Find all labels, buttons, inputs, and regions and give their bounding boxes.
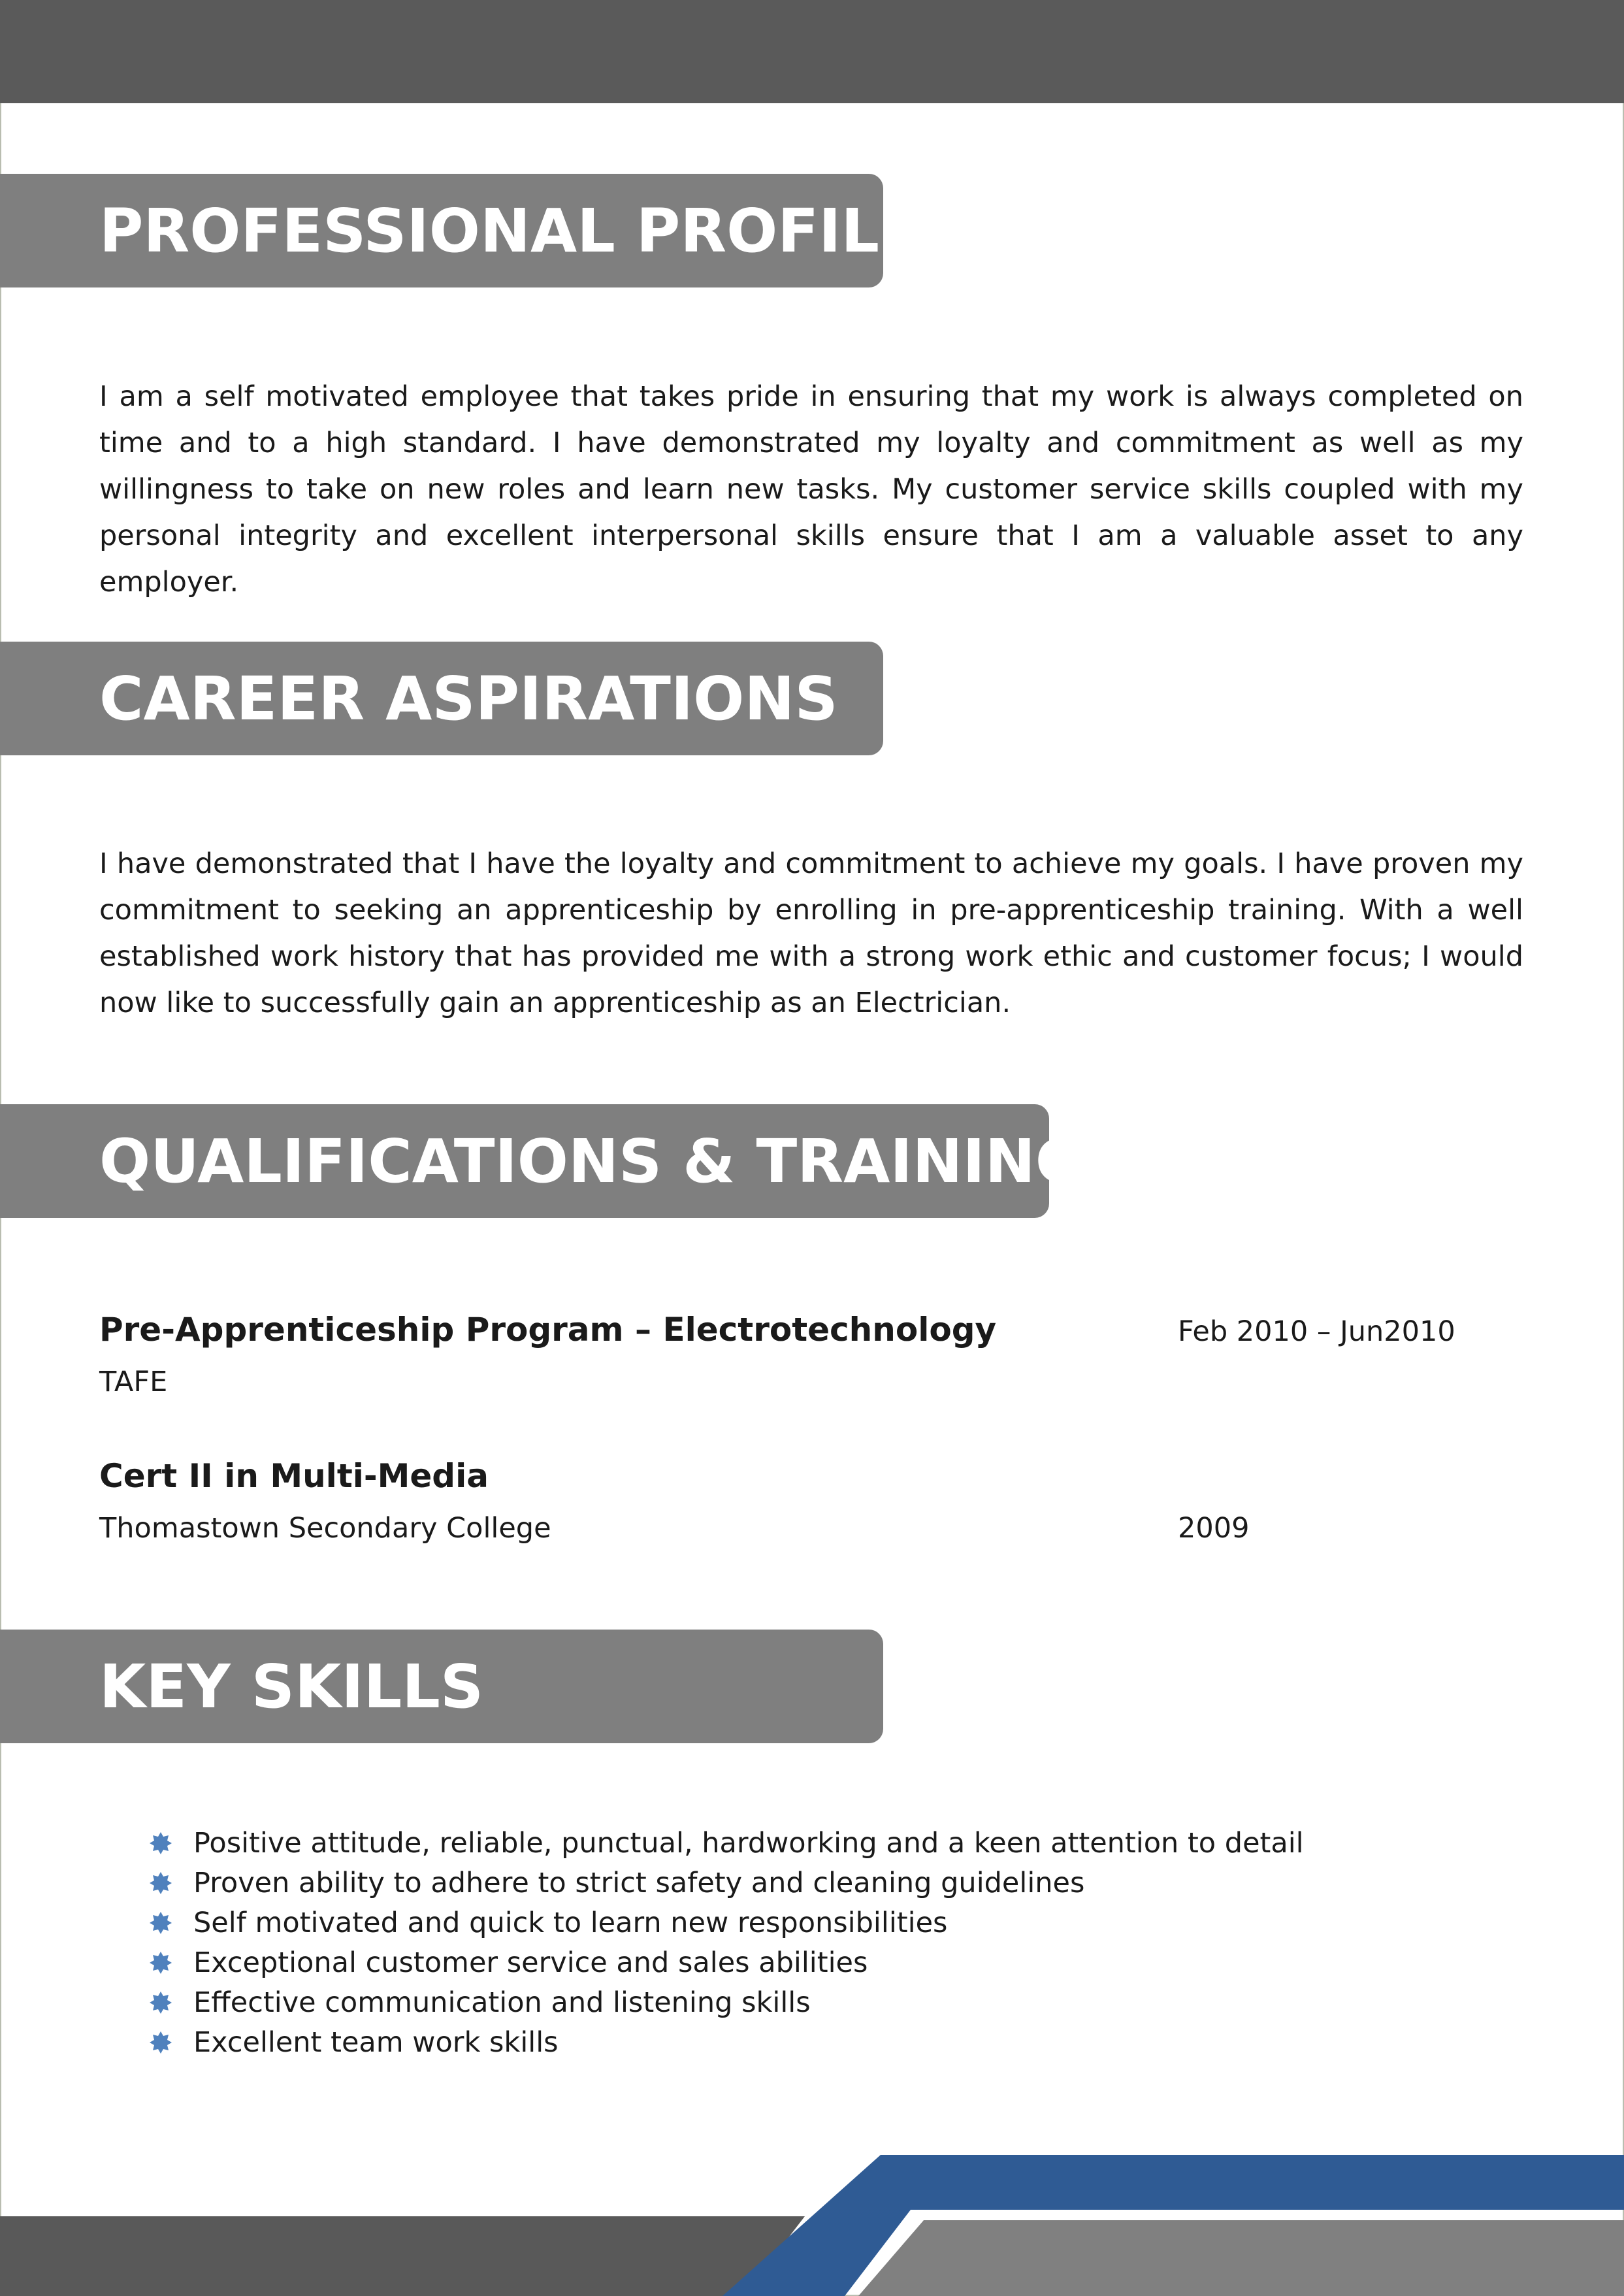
qualification-institution: Thomastown Secondary College (99, 1512, 551, 1545)
footer-dark-band (0, 2216, 805, 2296)
list-item (149, 1982, 1304, 2022)
skills-heading: KEY SKILLS (99, 1651, 484, 1722)
top-band (0, 0, 1624, 103)
skill-text: Self motivated and quick to learn new responsibilities (193, 1906, 948, 1939)
star-bullet-icon (149, 1871, 172, 1895)
career-heading: CAREER ASPIRATIONS (99, 663, 838, 734)
list-item (149, 1943, 1304, 1982)
star-bullet-icon (149, 2031, 172, 2054)
skills-header-bar (0, 1630, 883, 1743)
list-item (149, 2022, 1304, 2062)
list-item (149, 1903, 1304, 1943)
qualification-date: 2009 (1178, 1512, 1250, 1545)
skill-text: Positive attitude, reliable, punctual, hardworking and a keen attention to detail (193, 1826, 1304, 1860)
profile-header-bar (0, 174, 920, 287)
profile-text: I am a self motivated employee that takes pride in ensuring that my work is always completed on time and to a high standard. I have demonstrated my loyalty and commitment as well as my willingness to take on new roles and learn new tasks. My customer service skills coupled with my personal integrity and excellent interpersonal skills ensure that I am a valuable asset to any employer. (99, 380, 1523, 599)
qualifications-header-bar (0, 1104, 1085, 1218)
star-bullet-icon (149, 1991, 172, 2014)
star-bullet-icon (149, 1831, 172, 1855)
profile-heading: PROFESSIONAL PROFILE (99, 195, 920, 266)
qualification-date: Feb 2010 – Jun2010 (1178, 1315, 1455, 1348)
skill-text: Exceptional customer service and sales abilities (193, 1946, 868, 1979)
qualifications-heading: QUALIFICATIONS & TRAINING (99, 1126, 1085, 1196)
skills-list (149, 1823, 1304, 2062)
skill-text: Proven ability to adhere to strict safety and cleaning guidelines (193, 1866, 1085, 1899)
star-bullet-icon (149, 1911, 172, 1935)
qualification-institution: TAFE (99, 1366, 168, 1398)
career-header-bar (0, 642, 883, 755)
qualification-title: Cert II in Multi-Media (99, 1457, 489, 1495)
skill-text: Excellent team work skills (193, 2025, 559, 2059)
career-text: I have demonstrated that I have the loyalty and commitment to achieve my goals. I have proven my commitment to seeking an apprenticeship by enrolling in pre-apprenticeship training. With a well established work history that has provided me with a strong work ethic and customer focus; I would now like to successfully gain an apprenticeship as an Electrician. (99, 847, 1523, 1019)
star-bullet-icon (149, 1951, 172, 1975)
skill-text: Effective communication and listening skills (193, 1986, 811, 2019)
qualification-title: Pre-Apprenticeship Program – Electrotechnology (99, 1311, 997, 1349)
list-item (149, 1823, 1304, 1863)
list-item (149, 1863, 1304, 1903)
footer-graphic (0, 2150, 1624, 2296)
footer-gray-band (858, 2220, 1624, 2296)
